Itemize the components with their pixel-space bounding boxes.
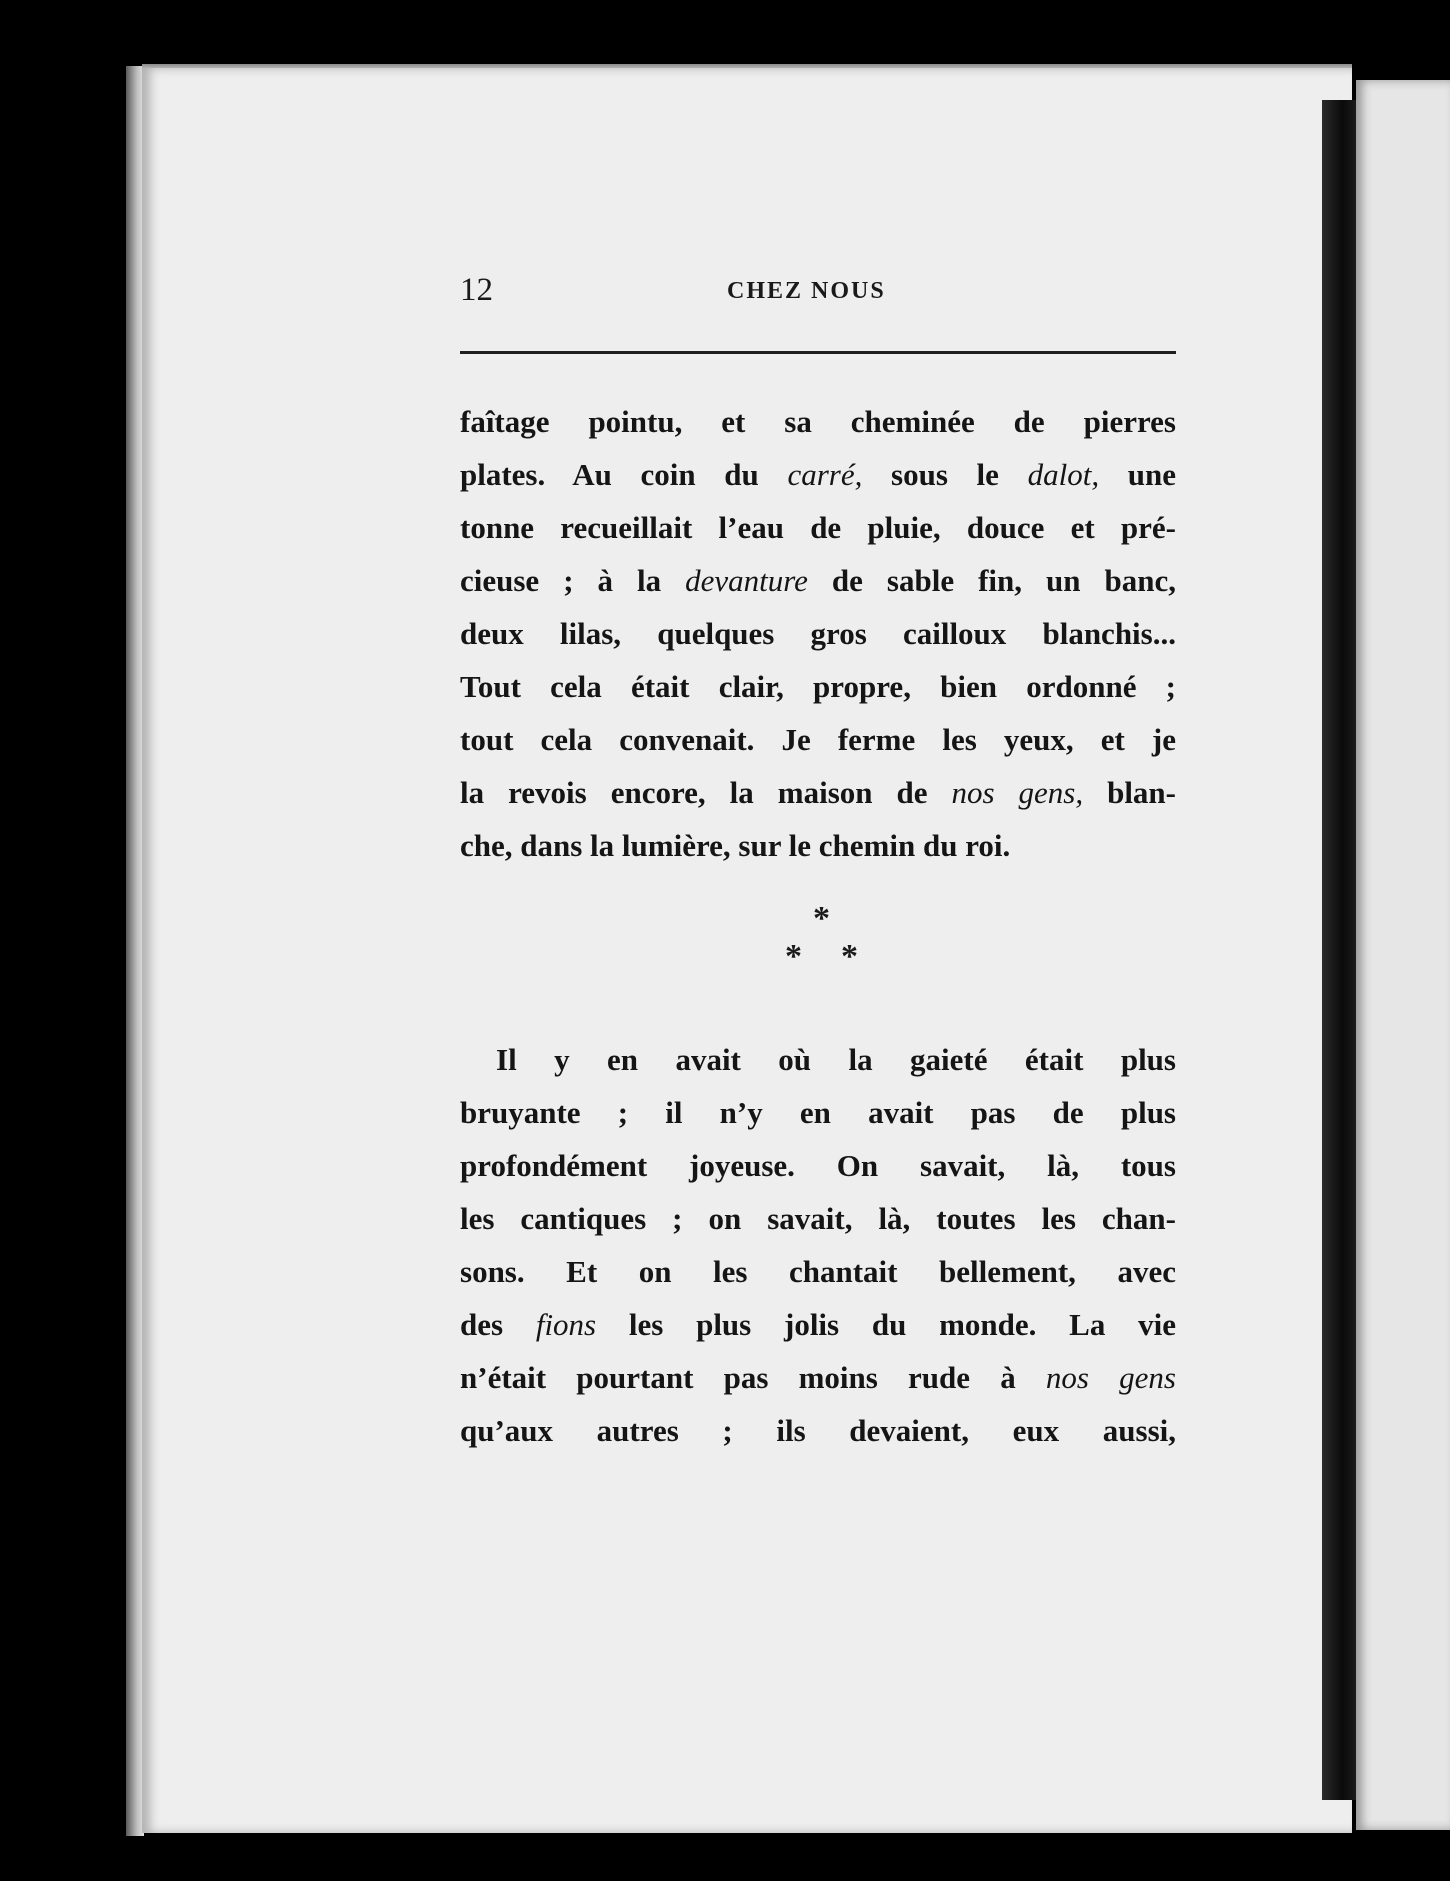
text-line: Il y en avait où la gaieté était plus xyxy=(496,1042,1176,1077)
text-line: faîtage pointu, et sa cheminée de pierres xyxy=(460,404,1176,439)
text-line: Tout cela était clair, propre, bien ordonné ; xyxy=(460,669,1176,704)
facing-page-edge xyxy=(1356,80,1450,1830)
text-line: qu’aux autres ; ils devaient, eux aussi, xyxy=(460,1413,1176,1448)
book-gutter xyxy=(1322,100,1356,1800)
paragraph-1 xyxy=(460,395,1176,872)
text-line: les cantiques ; on savait, là, toutes les chan- xyxy=(460,1201,1176,1236)
text-line: tout cela convenait. Je ferme les yeux, et je xyxy=(460,722,1176,757)
text-line: deux lilas, quelques gros cailloux blanchis... xyxy=(460,616,1176,651)
text-line: bruyante ; il n’y en avait pas de plus xyxy=(460,1095,1176,1130)
text-line: cieuse ; à la devanture de sable fin, un banc, xyxy=(460,563,1176,598)
asterisk: * xyxy=(785,938,802,975)
text-line: profondément joyeuse. On savait, là, tous xyxy=(460,1148,1176,1183)
text-line: che, dans la lumière, sur le chemin du roi. xyxy=(460,828,1011,863)
page-header xyxy=(460,272,1176,312)
page-number: 12 xyxy=(460,272,493,308)
asterisk: * xyxy=(841,938,858,975)
text-line: sons. Et on les chantait bellement, avec xyxy=(460,1254,1176,1289)
header-rule xyxy=(460,351,1176,354)
running-title: CHEZ NOUS xyxy=(727,278,886,304)
paragraph-2 xyxy=(460,1033,1176,1457)
text-line: des fions les plus jolis du monde. La vie xyxy=(460,1307,1176,1342)
text-line: tonne recueillait l’eau de pluie, douce et pré- xyxy=(460,510,1176,545)
text-line: n’était pourtant pas moins rude à nos gens xyxy=(460,1360,1177,1395)
book-page xyxy=(142,68,1352,1833)
asterism-separator xyxy=(760,900,880,990)
text-line: la revois encore, la maison de nos gens, blan- xyxy=(460,775,1176,810)
asterisk: * xyxy=(813,900,830,937)
text-line: plates. Au coin du carré, sous le dalot, une xyxy=(460,457,1176,492)
